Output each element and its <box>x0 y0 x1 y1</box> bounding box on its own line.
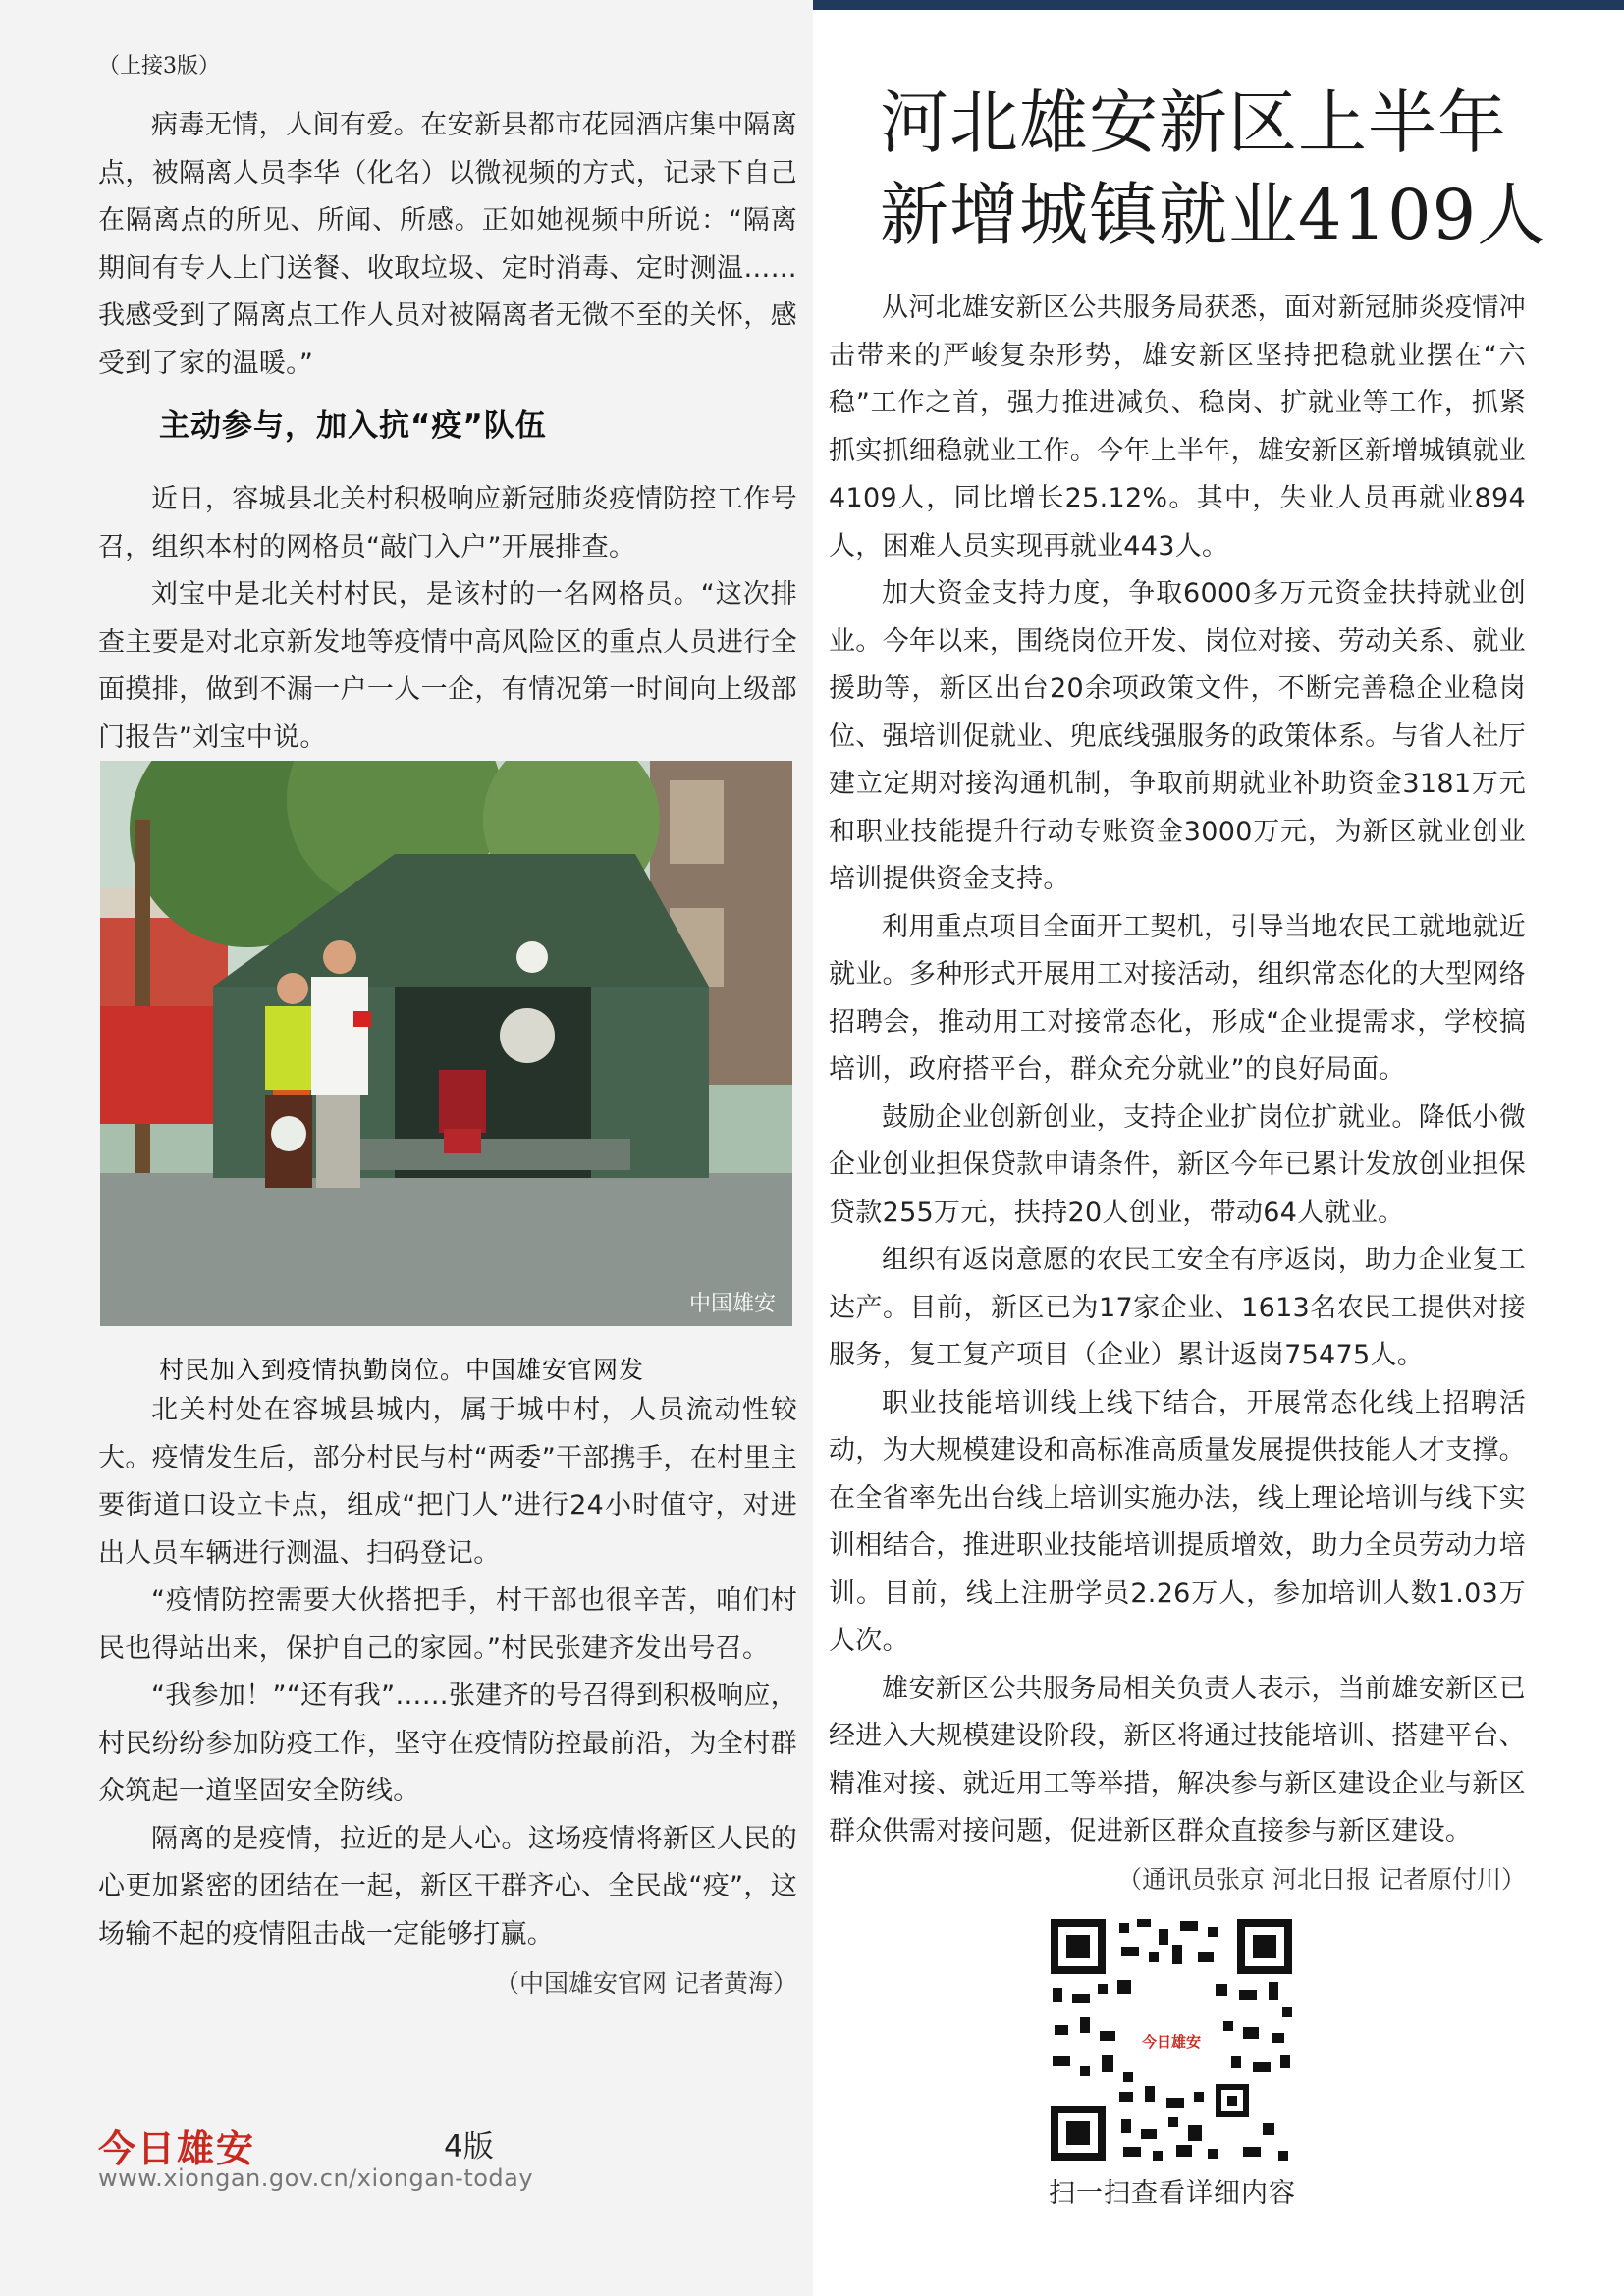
news-photo <box>100 761 792 1326</box>
page-number: 4版 <box>444 2129 494 2164</box>
right-byline: （通讯员张京 河北日报 记者原付川） <box>1117 1864 1526 1894</box>
paragraph: 北关村处在容城县城内，属于城中村，人员流动性较大。疫情发生后，部分村民与村“两委”干部携手，在村里主要街道口设立卡点，组成“把门人”进行24小时值守，对进出人员车辆进行测温、扫码登记。 <box>98 1395 797 1569</box>
qr-code[interactable] <box>1051 1919 1292 2161</box>
photo-illustration <box>100 761 792 1326</box>
footer-url[interactable]: www.xiongan.gov.cn/xiongan-today <box>98 2164 534 2192</box>
paragraph: 隔离的是疫情，拉近的是人心。这场疫情将新区人民的心更加紧密的团结在一起，新区干群齐心、全民战“疫”，这场输不起的疫情阻击战一定能够打赢。 <box>98 1823 797 1949</box>
photo-watermark: 中国雄安 <box>689 1292 777 1316</box>
paragraph: 加大资金支持力度，争取6000多万元资金扶持就业创业。今年以来，围绕岗位开发、岗位对接、劳动关系、就业援助等，新区出台20余项政策文件，不断完善稳企业稳岗位、强培训促就业、兜底线强服务的政策体系。与省人社厅建立定期对接沟通机制，争取前期就业补助资金3181万元和职业技能提升行动专账资金3000万元，为新区就业创业培训提供资金支持。 <box>829 578 1526 894</box>
photo-caption: 村民加入到疫情执勤岗位。中国雄安官网发 <box>159 1356 645 1384</box>
qr-code-graphic <box>1051 1919 1292 2161</box>
paragraph: “疫情防控需要大伙搭把手，村干部也很辛苦，咱们村民也得站出来，保护自己的家园。”村民张建齐发出号召。 <box>98 1585 797 1664</box>
section-subheading: 主动参与，加入抗“疫”队伍 <box>159 408 547 444</box>
article-body <box>829 285 1526 1896</box>
qr-caption: 扫一扫查看详细内容 <box>1049 2178 1296 2209</box>
paragraph: 鼓励企业创新创业，支持企业扩岗位扩就业。降低小微企业创业担保贷款申请条件，新区今年已累计发放创业担保贷款255万元，扶持20人创业，带动64人就业。 <box>829 1101 1526 1228</box>
paragraph: 利用重点项目全面开工契机，引导当地农民工就地就近就业。多种形式开展用工对接活动，组织常态化的大型网络招聘会，推动用工对接常态化，形成“企业提需求，学校搞培训，政府搭平台，群众充分就业”的良好局面。 <box>829 911 1526 1085</box>
qr-center-label: 今日雄安 <box>1141 2033 1202 2051</box>
paragraph: “我参加！”“还有我”……张建齐的号召得到积极响应，村民纷纷参加防疫工作，坚守在疫情防控最前沿，为全村群众筑起一道坚固安全防线。 <box>98 1681 797 1806</box>
headline-line-2: 新增城镇就业4109人 <box>880 175 1547 255</box>
intro-text <box>98 102 797 388</box>
headline-line-1: 河北雄安新区上半年 <box>880 82 1507 163</box>
footer-logo: 今日雄安 <box>98 2126 256 2170</box>
paragraph: 组织有返岗意愿的农民工安全有序返岗，助力企业复工达产。目前，新区已为17家企业、1613名农民工提供对接服务，复工复产项目（企业）累计返岗75475人。 <box>829 1245 1526 1370</box>
paragraph: 职业技能培训线上线下结合，开展常态化线上招聘活动，为大规模建设和高标准高质量发展提供技能人才支撑。在全省率先出台线上培训实施办法，线上理论培训与线下实训相结合，推进职业技能培训提质增效，助力全员劳动力培训。目前，线上注册学员2.26万人，参加培训人数1.03万人次。 <box>829 1387 1526 1656</box>
body-text-before-photo <box>98 476 797 762</box>
paragraph: 近日，容城县北关村积极响应新冠肺炎疫情防控工作号召，组织本村的网格员“敲门入户”开展排查。 <box>98 484 797 562</box>
continued-note: （上接3版） <box>98 54 220 79</box>
paragraph: 刘宝中是北关村村民，是该村的一名网格员。“这次排查主要是对北京新发地等疫情中高风险区的重点人员进行全面摸排，做到不漏一户一人一企，有情况第一时间向上级部门报告”刘宝中说。 <box>98 579 797 753</box>
body-text-after-photo <box>98 1387 797 2000</box>
left-byline: （中国雄安官网 记者黄海） <box>495 1969 797 1998</box>
paragraph: 雄安新区公共服务局相关负责人表示，当前雄安新区已经进入大规模建设阶段，新区将通过技能培训、搭建平台、精准对接、就近用工等举措，解决参与新区建设企业与新区群众供需对接问题，促进新区群众直接参与新区建设。 <box>829 1673 1526 1846</box>
paragraph: 病毒无情，人间有爱。在安新县都市花园酒店集中隔离点，被隔离人员李华（化名）以微视频的方式，记录下自己在隔离点的所见、所闻、所感。正如她视频中所说：“隔离期间有专人上门送餐、收取垃圾、定时消毒、定时测温……我感受到了隔离点工作人员对被隔离者无微不至的关怀，感受到了家的温暖。” <box>98 110 797 379</box>
paragraph: 从河北雄安新区公共服务局获悉，面对新冠肺炎疫情冲击带来的严峻复杂形势，雄安新区坚持把稳就业摆在“六稳”工作之首，强力推进减负、稳岗、扩就业等工作，抓紧抓实抓细稳就业工作。今年上半年，雄安新区新增城镇就业4109人，同比增长25.12%。其中，失业人员再就业894人，困难人员实现再就业443人。 <box>829 293 1526 561</box>
top-accent-bar <box>813 0 1624 10</box>
article-headline <box>880 77 1587 261</box>
